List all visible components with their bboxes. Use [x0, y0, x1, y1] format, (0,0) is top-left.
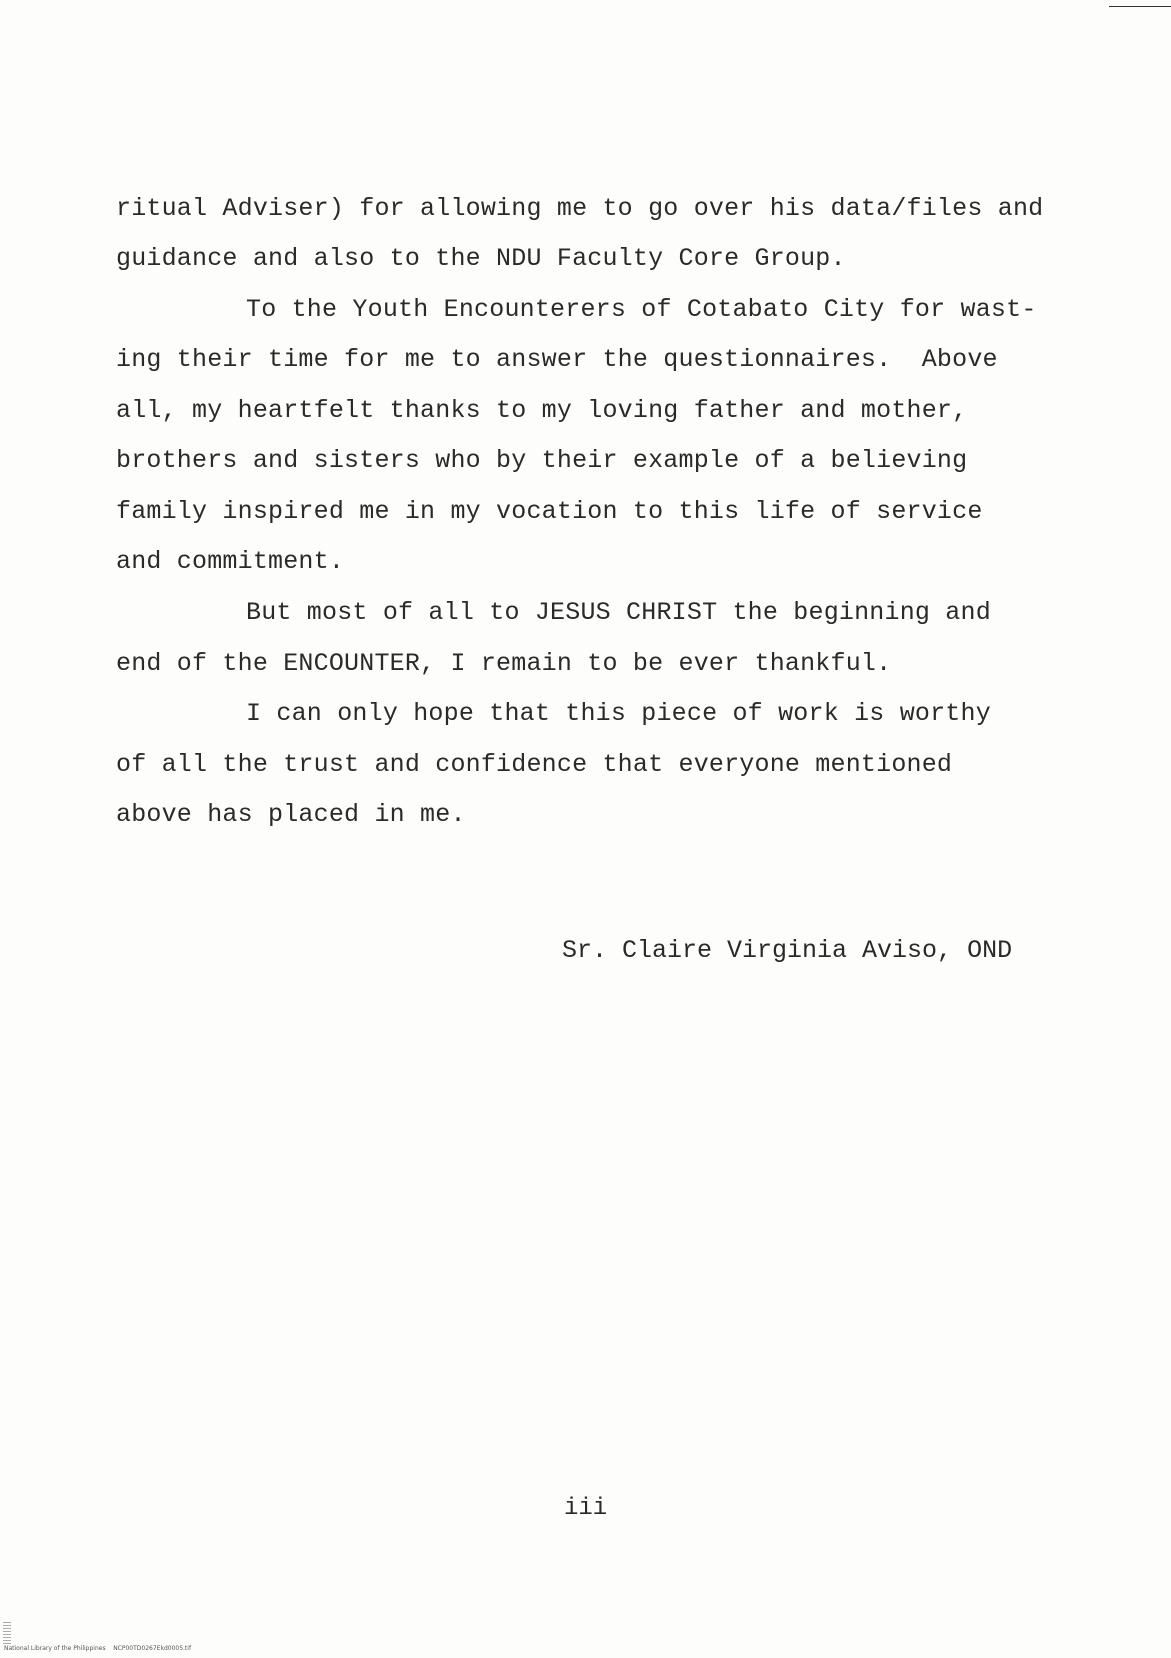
body-line-4: ing their time for me to answer the questionnaires. Above — [116, 345, 998, 374]
body-line-9: But most of all to JESUS CHRIST the beginning and — [246, 598, 991, 627]
body-line-13: above has placed in me. — [116, 800, 466, 829]
scan-mark-icon — [3, 1622, 11, 1644]
top-edge-rule — [1109, 6, 1171, 7]
body-line-6: brothers and sisters who by their example of a believing — [116, 446, 968, 475]
signature: Sr. Claire Virginia Aviso, OND — [562, 936, 1013, 965]
body-line-1: ritual Adviser) for allowing me to go over his data/files and — [116, 194, 1044, 223]
page-number: iii — [564, 1495, 608, 1522]
body-line-2: guidance and also to the NDU Faculty Core Group. — [116, 244, 846, 273]
body-line-7: family inspired me in my vocation to this life of service — [116, 497, 983, 526]
body-line-10: end of the ENCOUNTER, I remain to be ever thankful. — [116, 649, 892, 678]
scan-footer: National Library of the Philippines NCP00TD0267Ekd0005.tif — [4, 1645, 192, 1652]
body-line-12: of all the trust and confidence that everyone mentioned — [116, 750, 953, 779]
body-line-8: and commitment. — [116, 547, 345, 576]
body-line-11: I can only hope that this piece of work is worthy — [246, 699, 991, 728]
body-line-5: all, my heartfelt thanks to my loving father and mother, — [116, 396, 968, 425]
body-line-3: To the Youth Encounterers of Cotabato City for wast- — [246, 295, 1037, 324]
